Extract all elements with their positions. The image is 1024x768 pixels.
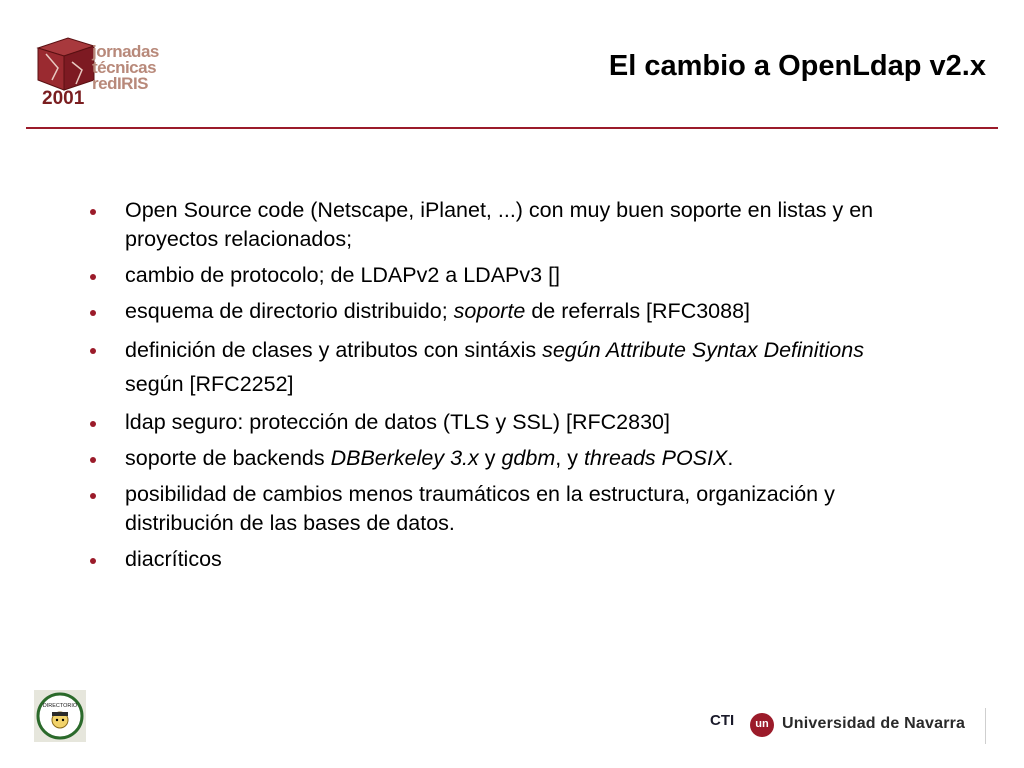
bullet-dot-icon [90,421,96,427]
logo-line-tecnicas: técnicas [92,58,157,77]
bullet-text: Open Source code (Netscape, iPlanet, ...) con muy buen soporte en listas y en proyectos relacionados; [125,198,874,251]
bullet-text: de referrals [RFC3088] [525,299,751,323]
bullet-dot-icon [90,457,96,463]
bullet-dot-icon [90,310,96,316]
directorio-badge-text: DIRECTORIO [42,703,78,709]
bullet-dot-icon [90,274,96,280]
bullet-italic-text: según Attribute Syntax Definitions [542,338,864,362]
bullet-item [90,261,910,290]
bullet-item [90,480,910,538]
logo-year: 2001 [42,88,85,109]
bullet-list [90,196,910,581]
bullet-text: definición de clases y atributos con sintáxis [125,338,543,362]
bullet-item [90,444,910,473]
bullet-italic-text: soporte [453,299,526,323]
bullet-text: . [727,446,734,470]
directorio-logo [34,690,86,742]
bullet-text: , y [555,446,584,470]
cti-label: CTI [710,712,735,729]
logo-line-jornadas: jornadas [92,42,159,61]
bullet-item [90,196,910,254]
bullet-text: y [478,446,502,470]
bullet-italic-text: threads POSIX [583,446,728,470]
bullet-text: según [RFC2252] [125,372,294,396]
bullet-text: posibilidad de cambios menos traumáticos en la estructura, organización y distribución de las bases de datos. [125,482,835,535]
bullet-text: soporte de backends [125,446,331,470]
university-name: Universidad de Navarra [782,715,966,732]
un-logo-badge: un [750,713,774,737]
bullet-text: ldap seguro: protección de datos (TLS y SSL) [RFC2830] [125,410,670,434]
slide-title: El cambio a OpenLdap v2.x [608,50,986,82]
bullet-item [90,545,910,574]
bullet-item [90,408,910,437]
bullet-dot-icon [90,493,96,499]
footer-divider [985,708,986,744]
bullet-dot-icon [90,209,96,215]
bullet-text: esquema de directorio distribuido; [125,299,454,323]
bullet-item [90,333,910,401]
bullet-text: cambio de protocolo; de LDAPv2 a LDAPv3 [] [125,263,561,287]
bullet-dot-icon [90,558,96,564]
bullet-italic-text: DBBerkeley 3.x [330,446,479,470]
bullet-text: diacríticos [125,547,222,571]
bullet-item [90,297,910,326]
bullet-dot-icon [90,348,96,354]
logo-line-rediris: redIRIS [92,74,149,93]
bullet-italic-text: gdbm [501,446,556,470]
title-divider [26,127,998,129]
